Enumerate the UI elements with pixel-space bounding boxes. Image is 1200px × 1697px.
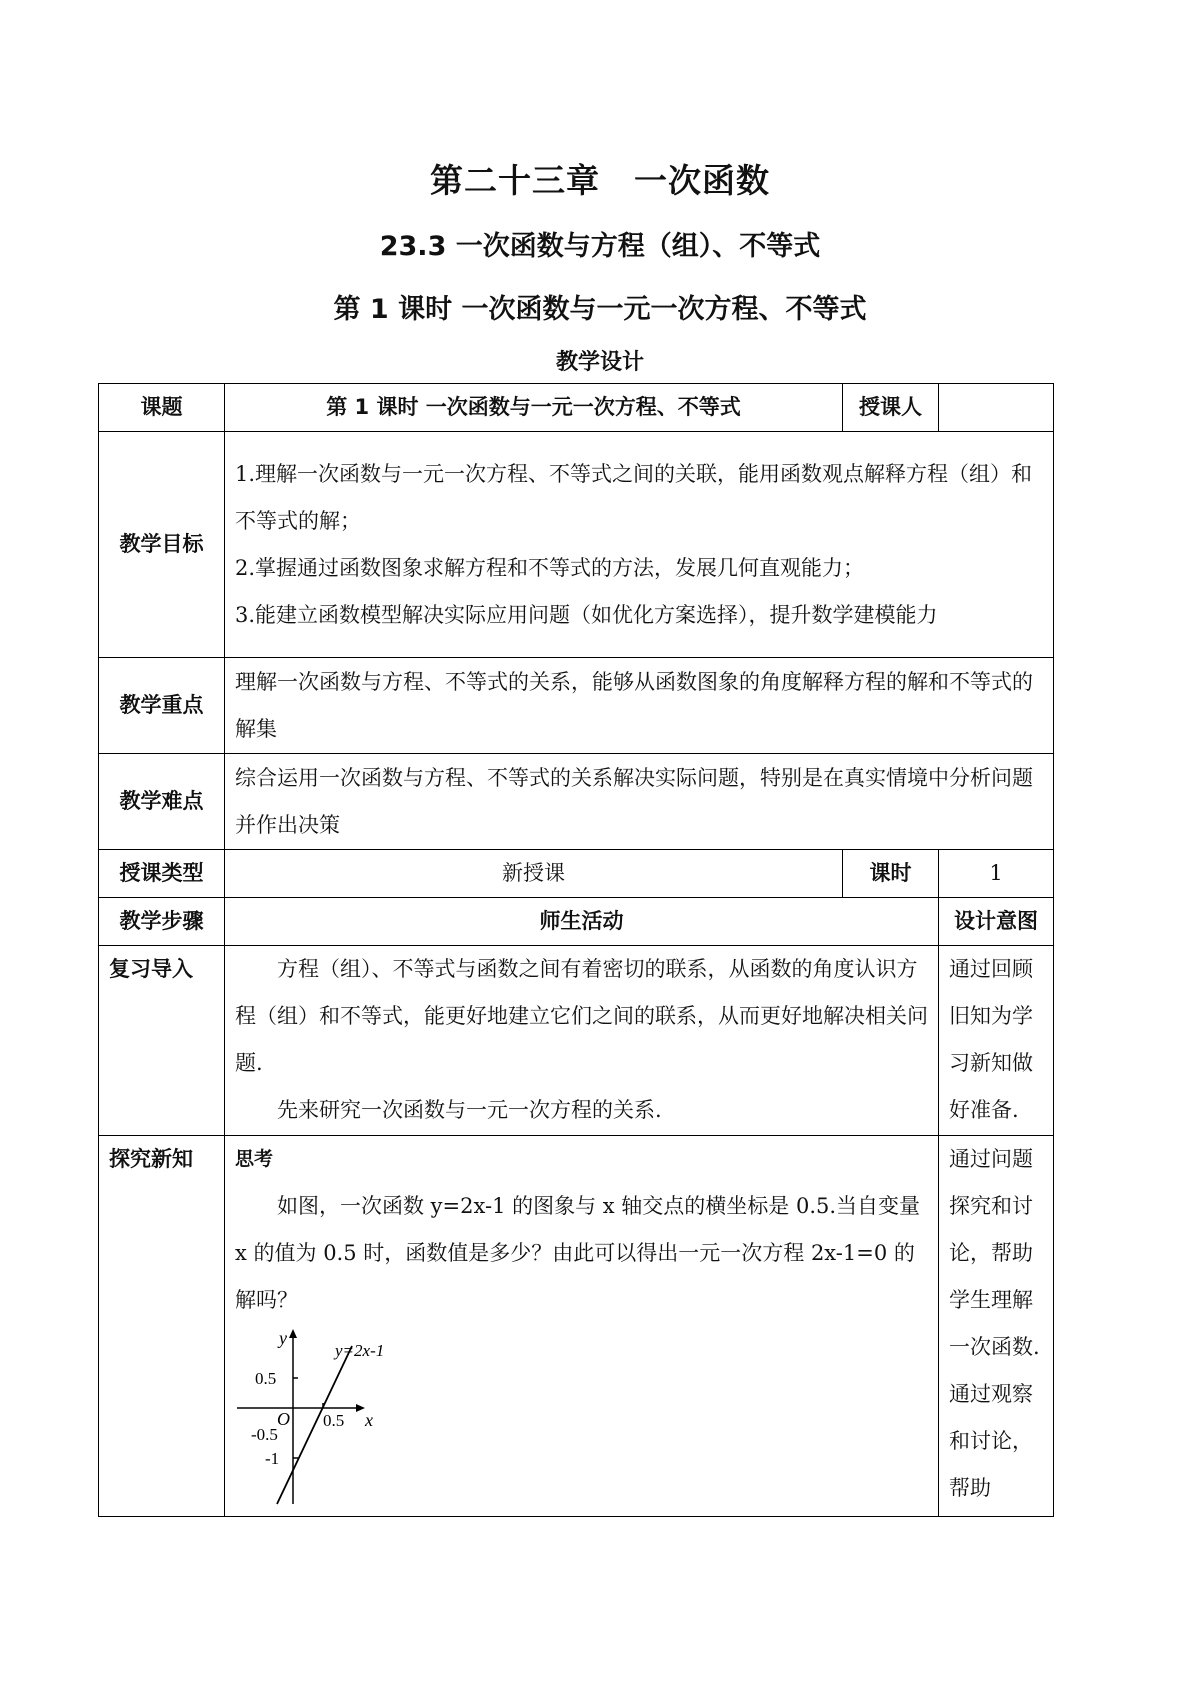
- topic-value: 第 1 课时 一次函数与一元一次方程、不等式: [225, 384, 843, 432]
- difficulty-value: 综合运用一次函数与方程、不等式的关系解决实际问题，特别是在真实情境中分析问题并作出决策: [225, 754, 1054, 850]
- explore-label: 探究新知: [99, 1136, 225, 1517]
- explore-text: 如图，一次函数 y=2x-1 的图象与 x 轴交点的横坐标是 0.5.当自变量 x 的值为 0.5 时，函数值是多少？由此可以得出一元一次方程 2x-1=0 的解吗？: [235, 1194, 921, 1312]
- document-type: 教学设计: [555, 350, 644, 375]
- review-paragraph: 方程（组）、不等式与函数之间有着密切的联系，从函数的角度认识方程（组）和不等式，能更好地建立它们之间的联系，从而更好地解决相关问题.: [235, 957, 928, 1075]
- goals-cell: [225, 432, 1054, 658]
- type-value: 新授课: [225, 850, 843, 898]
- function-graph: [235, 1326, 405, 1506]
- difficulty-label: 教学难点: [99, 754, 225, 850]
- explore-intent: 通过问题探究和讨论，帮助学生理解一次函数.通过观察和讨论，帮助: [939, 1136, 1054, 1517]
- tick-label-y-neg-one: -1: [265, 1449, 280, 1468]
- think-heading: 思考: [235, 1148, 274, 1170]
- x-axis-label: x: [365, 1410, 373, 1430]
- steps-label: 教学步骤: [99, 898, 225, 946]
- key-value: 理解一次函数与方程、不等式的关系，能够从函数图象的角度解释方程的解和不等式的解集: [225, 658, 1054, 754]
- x-axis-arrow: [356, 1404, 365, 1412]
- section-title: 23.3 一次函数与方程（组）、不等式: [379, 231, 821, 262]
- lesson-title: 第 1 课时 一次函数与一元一次方程、不等式: [333, 294, 867, 325]
- explore-cell: [225, 1136, 939, 1517]
- goal-item: 3.能建立函数模型解决实际应用问题（如优化方案选择），提升数学建模能力: [235, 602, 938, 627]
- review-label: 复习导入: [99, 946, 225, 1136]
- goal-item: 2.掌握通过函数图象求解方程和不等式的方法，发展几何直观能力；: [235, 555, 865, 580]
- difficulty-row: [99, 754, 1054, 850]
- type-label: 授课类型: [99, 850, 225, 898]
- y-axis-label: y: [279, 1328, 287, 1348]
- goal-item: 1.理解一次函数与一元一次方程、不等式之间的关联，能用函数观点解释方程（组）和不等式的解；: [235, 461, 1033, 533]
- review-intent: 通过回顾旧知为学习新知做好准备.: [939, 946, 1054, 1136]
- activity-label: 师生活动: [225, 898, 939, 946]
- topic-row: [99, 384, 1054, 432]
- type-row: [99, 850, 1054, 898]
- chapter-title: 第二十三章 一次函数: [430, 161, 770, 200]
- teacher-label: 授课人: [843, 384, 939, 432]
- review-paragraph: 先来研究一次函数与一元一次方程的关系.: [277, 1098, 662, 1122]
- line-label: y=2x-1: [335, 1341, 385, 1360]
- intent-label: 设计意图: [939, 898, 1054, 946]
- goals-row: [99, 432, 1054, 658]
- y-axis-arrow: [289, 1329, 297, 1338]
- explore-row: [99, 1136, 1054, 1517]
- review-row: [99, 946, 1054, 1136]
- review-cell: [225, 946, 939, 1136]
- lesson-plan-table: [98, 383, 1054, 1517]
- key-label: 教学重点: [99, 658, 225, 754]
- goals-label: 教学目标: [99, 432, 225, 658]
- topic-label: 课题: [99, 384, 225, 432]
- tick-label-y-pos: 0.5: [255, 1369, 277, 1388]
- key-row: [99, 658, 1054, 754]
- steps-header-row: [99, 898, 1054, 946]
- origin-label: O: [277, 1409, 290, 1429]
- tick-label-y-neg-half: -0.5: [251, 1425, 278, 1444]
- hours-label: 课时: [843, 850, 939, 898]
- tick-label-x: 0.5: [323, 1411, 345, 1430]
- teacher-value: [939, 384, 1054, 432]
- hours-value: 1: [939, 850, 1054, 898]
